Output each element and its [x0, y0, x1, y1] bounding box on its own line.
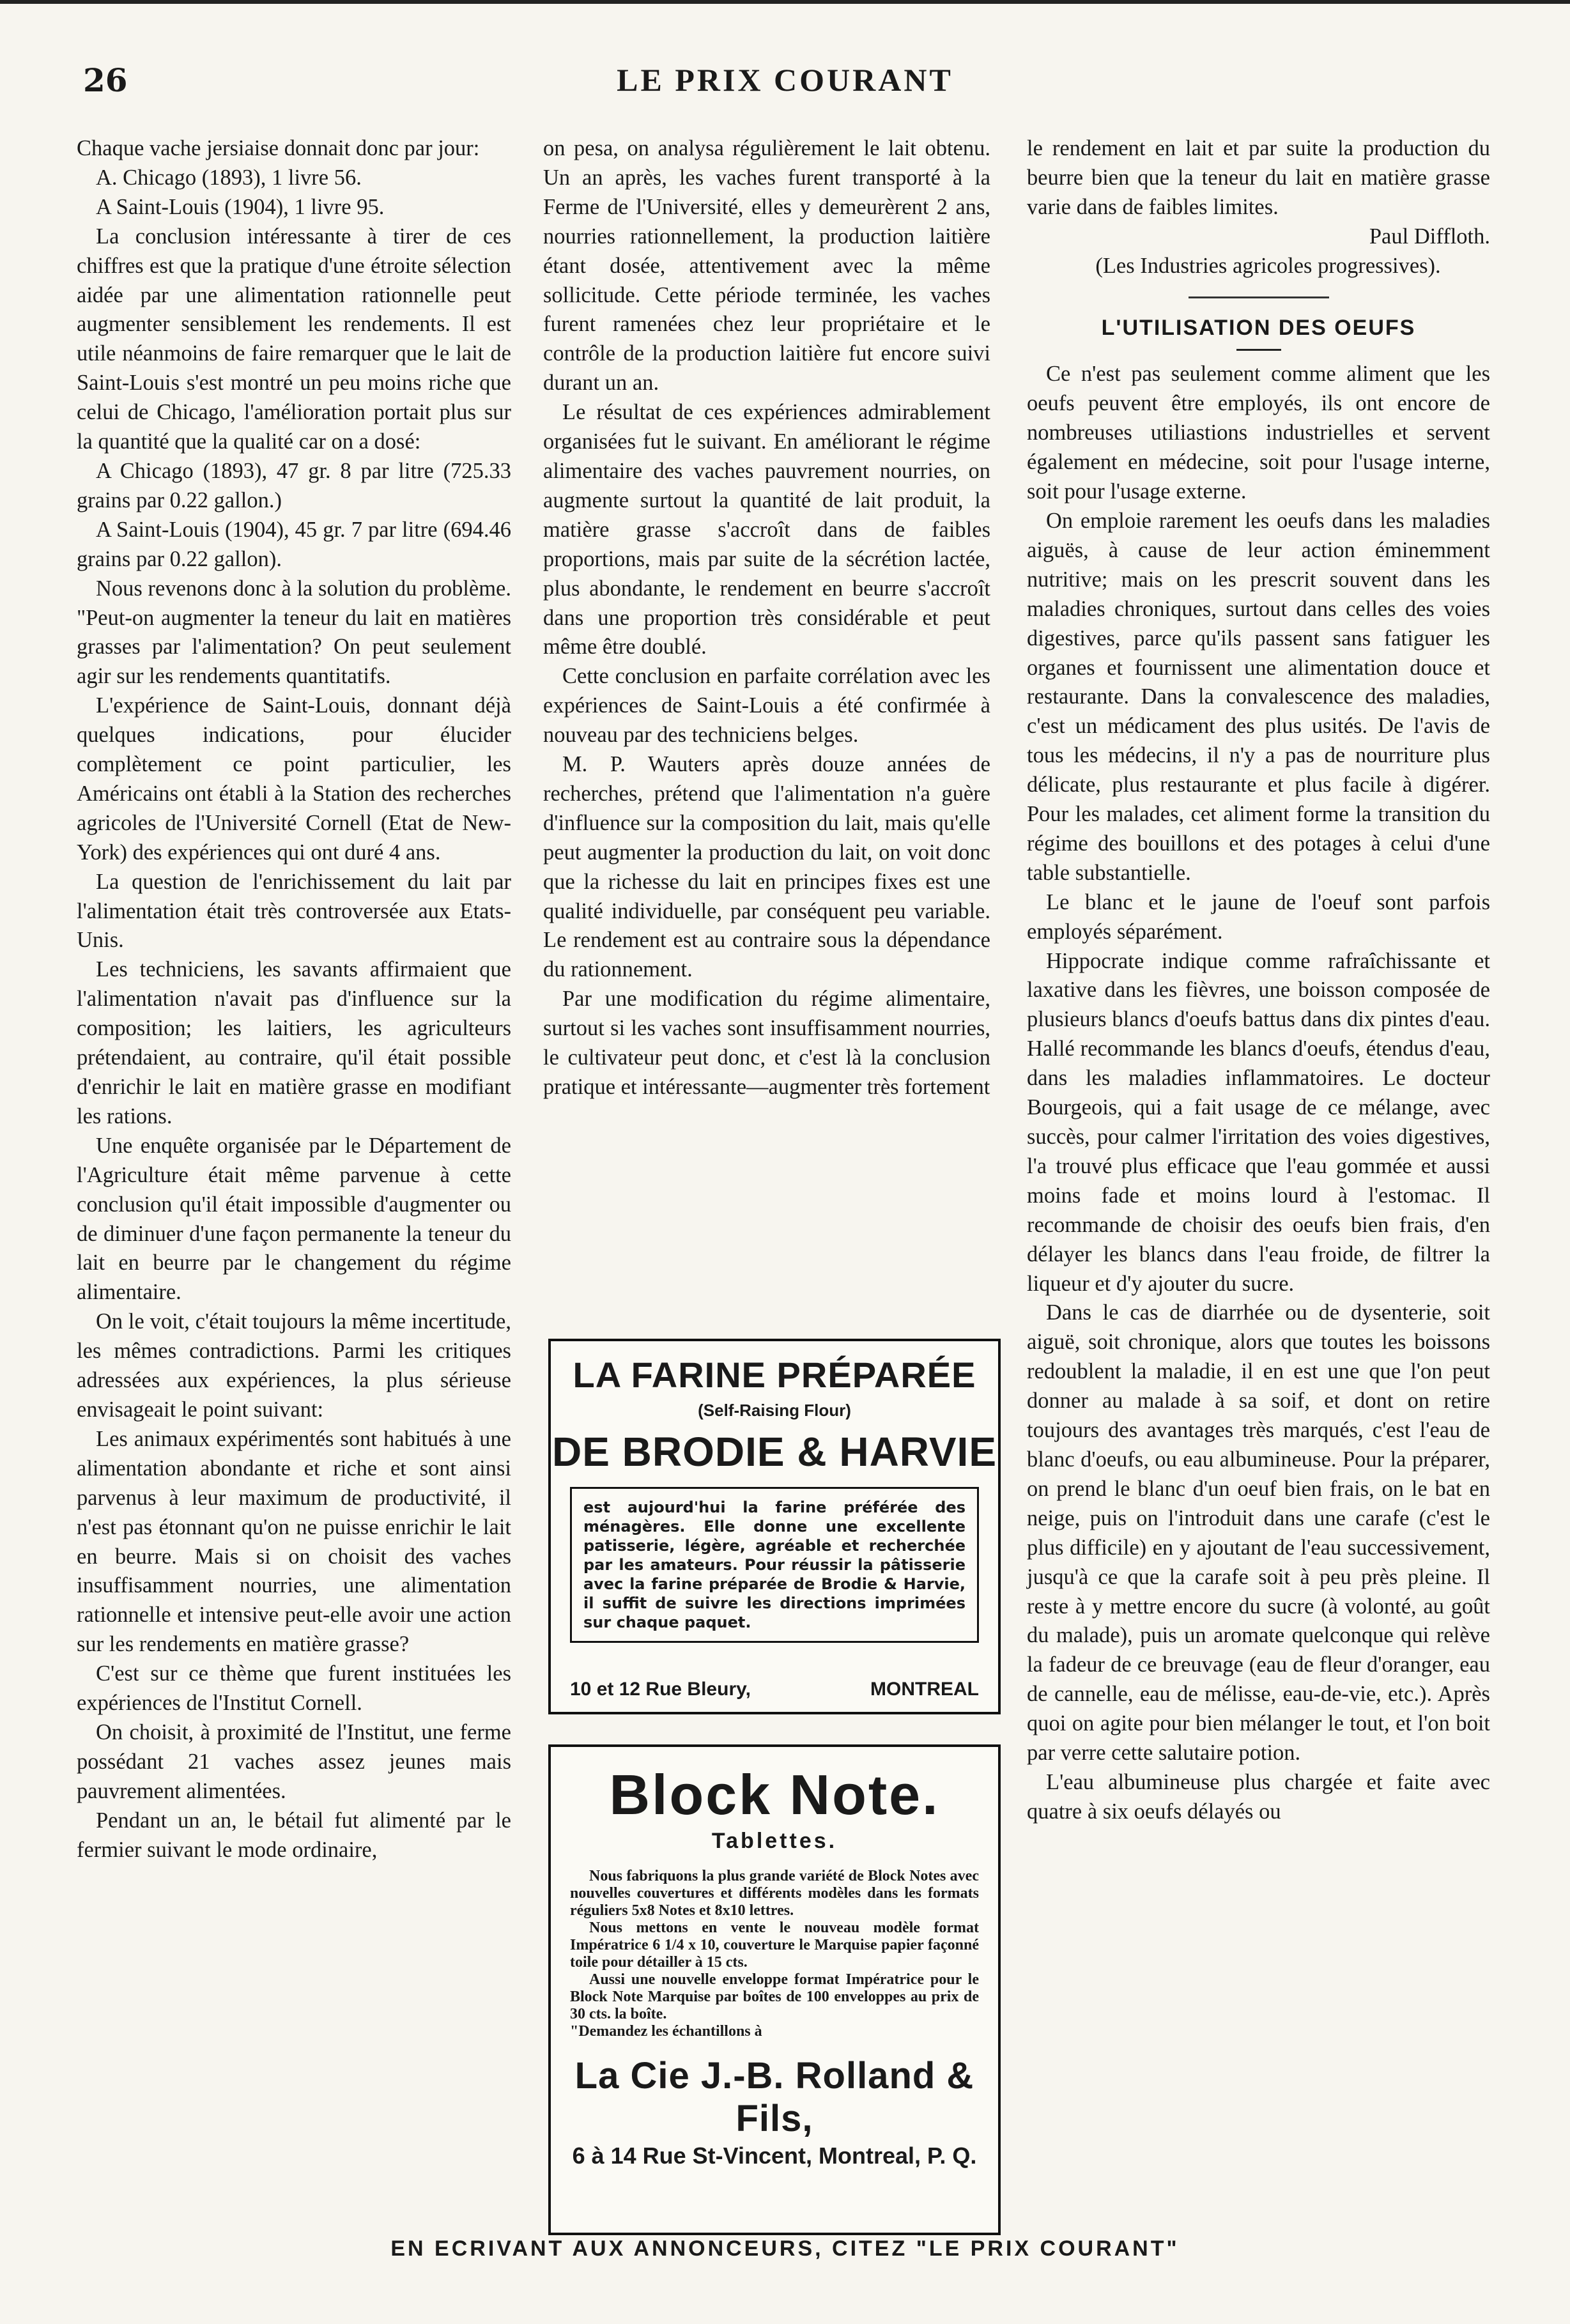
ad-subtitle: Tablettes.	[711, 1829, 838, 1853]
ad-address: 10 et 12 Rue Bleury,	[570, 1679, 751, 1700]
ad-city: MONTREAL	[870, 1679, 979, 1700]
paragraph: on pesa, on analysa régulièrement le lait obtenu. Un an après, les vaches furent transporté à la Ferme de l'Université, elles y demeurèrent 2 ans, nourries rationnellement, la production laitière étant dosée, attentivement avec la même sollicitude. Cette période terminée, les vaches furent ramenées chez leur propriétaire et le contrôle de la production laitière fut encore suivi durant un an.	[543, 136, 990, 396]
paragraph: On emploie rarement les oeufs dans les maladies aiguës, à cause de leur action éminemment nutritive; mais on les prescrit souvent dans les maladies chroniques, surtout dans celles des voies digestives, parce qu'ils passent sans fatiguer les organes et fournissent une alimentation douce et restaurante. Dans la convalescence des maladies, c'est un médicament des plus usités. De l'avis de tous les médecins, il n'y a pas de nourriture plus délicate, plus restaurante et plus facile à digérer. Pour les malades, cet aliment forme la transition du régime des bouillons et des potages à celui d'une table substantielle.	[1027, 508, 1490, 885]
paragraph: On le voit, c'était toujours la même incertitude, les mêmes contradictions. Parmi les critiques adressées aux expériences, la plus sérieuse envisageait le point suivant:	[77, 1309, 511, 1422]
paragraph: Les techniciens, les savants affirmaient que l'alimentation n'avait pas d'influence sur la composition; les laitiers, les agriculteurs prétendaient, au contraire, qu'il était possible d'enrichir le lait en matière grasse en modifiant les rations.	[77, 957, 511, 1128]
article-source: (Les Industries agricoles progressives).	[1095, 253, 1441, 278]
paragraph: La question de l'enrichissement du lait par l'alimentation était très controversée aux Etats-Unis.	[77, 869, 511, 953]
paragraph: C'est sur ce thème que furent instituées les expériences de l'Institut Cornell.	[77, 1661, 511, 1716]
paragraph: M. P. Wauters après douze années de recherches, prétend que l'alimentation n'a guère d'influence sur la composition du lait, mais qu'elle peut augmenter la production du lait, on voit donc que la richesse du lait en principes fixes est une qualité individuelle, par conséquent peu variable. Le rendement est au contraire sous la dépendance du rationnement.	[543, 752, 990, 982]
paragraph: Ce n'est pas seulement comme aliment que les oeufs peuvent être employés, ils ont encore de nombreuses utiliastions industrielles et servent également en médecine, soit pour l'usage interne, soit pour l'usage externe.	[1027, 362, 1490, 504]
paragraph: La conclusion intéressante à tirer de ces chiffres est que la pratique d'une étroite sélection aidée par une alimentation rationnelle peut augmenter sensiblement les rendements. Il est utile néanmoins de faire remarquer que le lait de Saint-Louis s'est montré un peu moins riche que celui de Chicago, l'amélioration portait plus sur la quantité que la qualité car on a dosé:	[77, 224, 511, 454]
column-3	[1027, 134, 1490, 1827]
ad-paragraph: Nous mettons en vente le nouveau modèle format Impératrice 6 1/4 x 10, couverture le Marquise papier façonné toile pour détailler à 15 cts.	[570, 1920, 979, 1971]
section-divider	[1189, 296, 1329, 298]
ad-quote: "Demandez les échantillons à	[570, 2023, 762, 2040]
paragraph: A Saint-Louis (1904), 45 gr. 7 par litre (694.46 grains par 0.22 gallon).	[77, 517, 511, 571]
paragraph: Le blanc et le jaune de l'oeuf sont parfois employés séparément.	[1027, 889, 1490, 944]
paragraph: le rendement en lait et par suite la production du beurre bien que la teneur du lait en matière grasse varie dans de faibles limites.	[1027, 136, 1490, 219]
ad-paragraph: Nous fabriquons la plus grande variété de Block Notes avec nouvelles couvertures et différents modèles dans les formats réguliers 5x8 Notes et 8x10 lettres.	[570, 1868, 979, 1919]
column-1	[77, 134, 511, 1865]
paragraph: Pendant un an, le bétail fut alimenté par le fermier suivant le mode ordinaire,	[77, 1808, 511, 1862]
paragraph: Le résultat de ces expériences admirablement organisées fut le suivant. En améliorant le régime alimentaire des vaches pauvrement nourries, on augmente surtout la quantité de lait produit, la matière grasse s'accroît dans de faibles proportions, mais par suite de la sécrétion lactée, plus abondante, le rendement en beurre s'accroît dans une proportion très considérable et peut même être doublé.	[543, 400, 990, 659]
ad-body: est aujourd'hui la farine préférée des ménagères. Elle donne une excellente patisserie, légère, agréable et recherchée par les amateurs. Pour réussir la pâtisserie avec la farine préparée de Brodie & Harvie, il suffit de suivre les directions imprimées sur chaque paquet.	[570, 1487, 979, 1643]
paragraph: A Chicago (1893), 47 gr. 8 par litre (725.33 grains par 0.22 gallon.)	[77, 458, 511, 512]
paragraph: On choisit, à proximité de l'Institut, une ferme possédant 21 vaches assez jeunes mais pauvrement alimentées.	[77, 1720, 511, 1803]
column-2	[543, 134, 990, 1102]
paragraph: Cette conclusion en parfaite corrélation avec les expériences de Saint-Louis a été confirmée à nouveau par des techniciens belges.	[543, 664, 990, 748]
paragraph: L'expérience de Saint-Louis, donnant déjà quelques indications, pour élucider complètement ce point particulier, les Américains ont établi à la Station des recherches agricoles de l'Université Cornell (Etat de New-York) des expériences qui ont duré 4 ans.	[77, 693, 511, 865]
paragraph: Les animaux expérimentés sont habitués à une alimentation abondante et riche et sont ainsi parvenus à leur maximum de productivité, il n'est pas étonnant qu'on ne puisse enrichir le lait en beurre. Mais si on choisit des vaches insuffisamment nourries, une alimentation rationnelle et intensive peut-elle avoir une action sur les rendements en matière grasse?	[77, 1426, 511, 1657]
paragraph: Chaque vache jersiaise donnait donc par jour:	[77, 136, 480, 160]
ad-body	[570, 1868, 979, 2040]
paragraph: A. Chicago (1893), 1 livre 56.	[96, 165, 362, 190]
author-signature: Paul Diffloth.	[1369, 224, 1490, 249]
page-number: 26	[83, 61, 128, 99]
ad-firm: La Cie J.-B. Rolland & Fils,	[574, 2055, 974, 2139]
paragraph: L'eau albumineuse plus chargée et faite avec quatre à six oeufs délayés ou	[1027, 1769, 1490, 1824]
ad-brand: DE BRODIE & HARVIE	[551, 1429, 997, 1475]
paragraph: Hippocrate indique comme rafraîchissante et laxative dans les fièvres, une boisson composée de plusieurs blancs d'oeufs battus dans dix pintes d'eau. Hallé recommande les blancs d'oeufs, étendus d'eau, dans les maladies inflammatoires. Le docteur Bourgeois, qui a fait usage de ce mélange, avec succès, pour calmer l'irritation des voies digestives, l'a trouvé plus efficace que l'eau gommée et aussi moins fade et moins lourd à l'estomac. Il recommande de choisir des oeufs bien frais, d'en délayer les blancs dans l'eau froide, de filtrer la liqueur et d'y ajouter du sucre.	[1027, 948, 1490, 1296]
ad-title: Block Note.	[609, 1763, 940, 1826]
paragraph: Dans le cas de diarrhée ou de dysenterie, soit aiguë, soit chronique, alors que toutes les boissons redoublent la maladie, il en est une que l'on peut donner au malade à sa soif, et dont on retire toujours des avantages très marqués, c'est l'eau de blanc d'oeufs, ou eau albumineuse. Pour la préparer, on prend le blanc d'un oeuf bien frais, on le bat en neige, puis on l'introduit dans une carafe (c'est le plus difficile) en y ajoutant de l'eau successivement, jusqu'à ce que la carafe soit à peu près pleine. Il reste à y mettre encore du sucre (à volonté, au goût du malade), puis un aromate quelconque qui relève la fadeur de ce breuvage (eau de fleur d'oranger, eau de cannelle, eau de mélisse, eau-de-vie, etc.). Après quoi on agite pour bien mélanger le tout, et l'on boit par verre cette salutaire potion.	[1027, 1300, 1490, 1766]
paragraph: Nous revenons donc à la solution du problème. "Peut-on augmenter la teneur du lait en matières grasses par l'alimentation? On peut seulement agir sur les rendements quantitatifs.	[77, 576, 511, 689]
title-rule	[1236, 349, 1281, 351]
article-title: L'UTILISATION DES OEUFS	[1101, 315, 1416, 340]
ad-subtitle: (Self-Raising Flour)	[698, 1401, 851, 1420]
paragraph: A Saint-Louis (1904), 1 livre 95.	[96, 194, 385, 219]
ad-address: 6 à 14 Rue St-Vincent, Montreal, P. Q.	[572, 2143, 977, 2169]
ad-paragraph: Aussi une nouvelle enveloppe format Impératrice pour le Block Note Marquise par boîtes de 100 enveloppes au prix de 30 cts. la boîte.	[570, 1971, 979, 2022]
page-footer: EN ECRIVANT AUX ANNONCEURS, CITEZ "LE PRIX COURANT"	[390, 2236, 1180, 2261]
top-rule	[0, 0, 1570, 4]
running-title: LE PRIX COURANT	[617, 62, 953, 98]
ad-title: LA FARINE PRÉPARÉE	[573, 1355, 976, 1395]
ad-farine-preparee	[548, 1339, 1001, 1714]
ad-footer	[570, 1679, 979, 1700]
ad-block-note	[548, 1744, 1001, 2235]
paragraph: Par une modification du régime alimentaire, surtout si les vaches sont insuffisamment nourries, le cultivateur peut donc, et c'est là la conclusion pratique et intéressante—augmenter très fortement	[543, 987, 990, 1099]
paragraph: Une enquête organisée par le Département de l'Agriculture était même parvenue à cette conclusion qu'il était impossible d'augmenter ou de diminuer d'une façon permanente la teneur du lait en beurre par le changement du régime alimentaire.	[77, 1133, 511, 1305]
